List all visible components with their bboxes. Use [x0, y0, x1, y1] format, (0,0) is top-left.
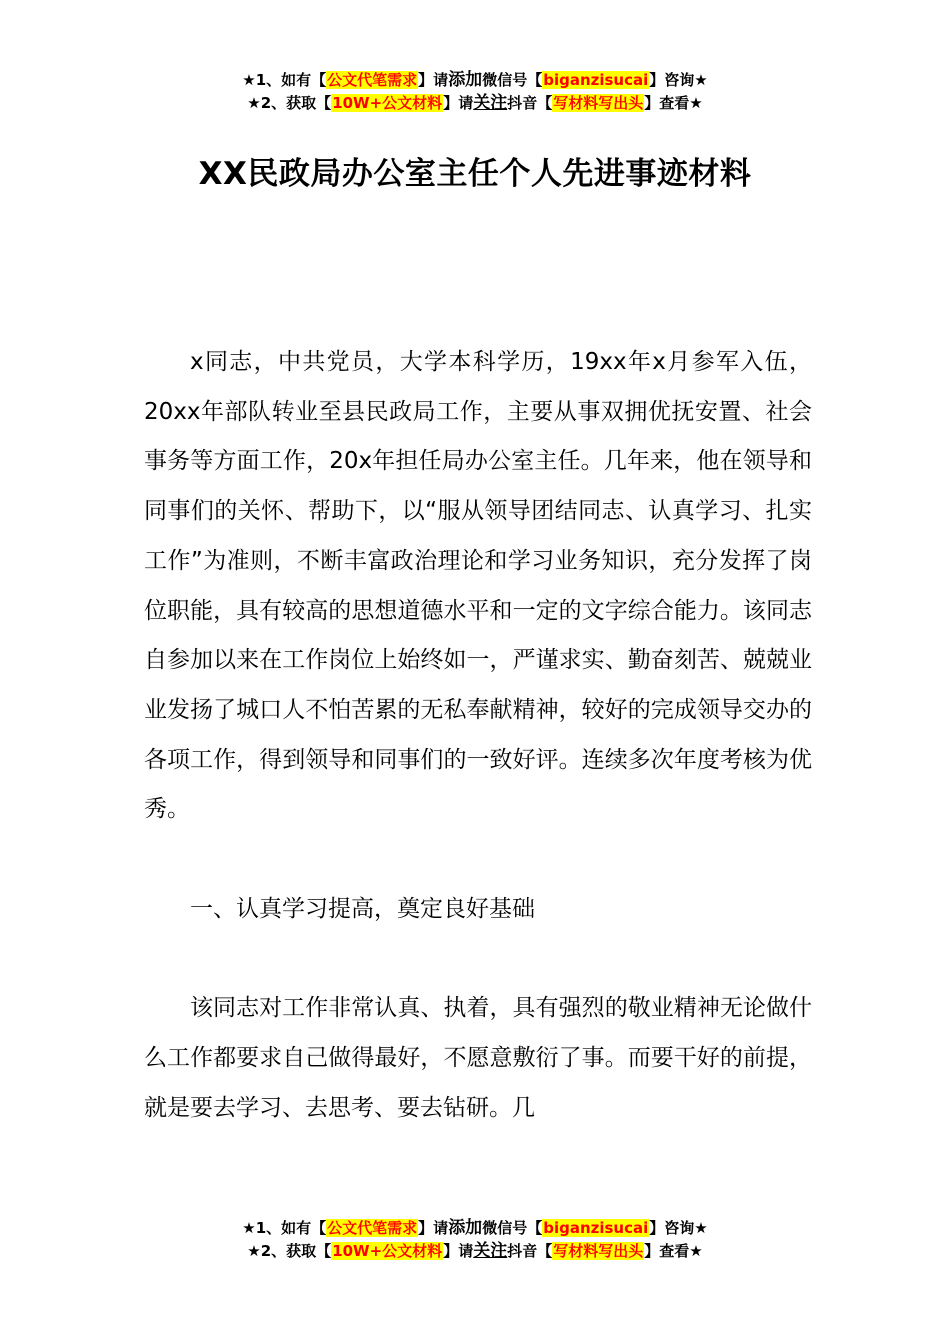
footer-highlight-materials: 10W+公文材料: [332, 1242, 443, 1260]
footer-banner: [0, 1217, 950, 1263]
section-heading-1: 一、认真学习提高，奠定良好基础: [190, 895, 535, 922]
header-banner: [0, 69, 950, 115]
header-highlight-materials: 10W+公文材料: [332, 94, 443, 112]
intro-paragraph: x同志，中共党员，大学本科学历，19xx年x月参军入伍，20xx年部队转业至县民政局工作，主要从事双拥优抚安置、社会事务等方面工作，20x年担任局办公室主任。几年来，他在领导和同事们的关怀、帮助下，以“服从领导团结同志、认真学习、扎实工作”为准则，不断丰富政治理论和学习业务知识，充分发挥了岗位职能，具有较高的思想道德水平和一定的文字综合能力。该同志自参加以来在工作岗位上始终如一，严谨求实、勤奋刻苦、兢兢业业发扬了城口人不怕苦累的无私奉献精神，较好的完成领导交办的各项工作，得到领导和同事们的一致好评。连续多次年度考核为优秀。: [144, 349, 812, 823]
paragraph-spacer: [144, 934, 812, 984]
footer-highlight-service: 公文代笔需求: [327, 1219, 418, 1237]
header-banner-line-1: ★1、如有【公文代笔需求】请添加微信号【biganzisucai】咨询★: [242, 70, 708, 90]
document-title: XX民政局办公室主任个人先进事迹材料: [198, 156, 752, 192]
footer-banner-line-2: ★2、获取【10W+公文材料】请关注抖音【写材料写出头】查看★: [247, 1241, 703, 1261]
header-highlight-douyin: 写材料写出头: [553, 94, 644, 112]
footer-highlight-wechat-id: biganzisucai: [543, 1219, 649, 1237]
footer-banner-line-1: ★1、如有【公文代笔需求】请添加微信号【biganzisucai】咨询★: [242, 1218, 708, 1238]
footer-highlight-douyin: 写材料写出头: [553, 1242, 644, 1260]
header-highlight-service: 公文代笔需求: [327, 71, 418, 89]
header-highlight-wechat-id: biganzisucai: [543, 71, 649, 89]
section-paragraph-1: 该同志对工作非常认真、执着，具有强烈的敬业精神无论做什么工作都要求自己做得最好，不愿意敷衍了事。而要干好的前提，就是要去学习、去思考、要去钻研。几: [144, 995, 812, 1121]
document-body: [144, 338, 812, 1133]
paragraph-spacer: [144, 835, 812, 885]
header-banner-line-2: ★2、获取【10W+公文材料】请关注抖音【写材料写出头】查看★: [247, 93, 703, 113]
